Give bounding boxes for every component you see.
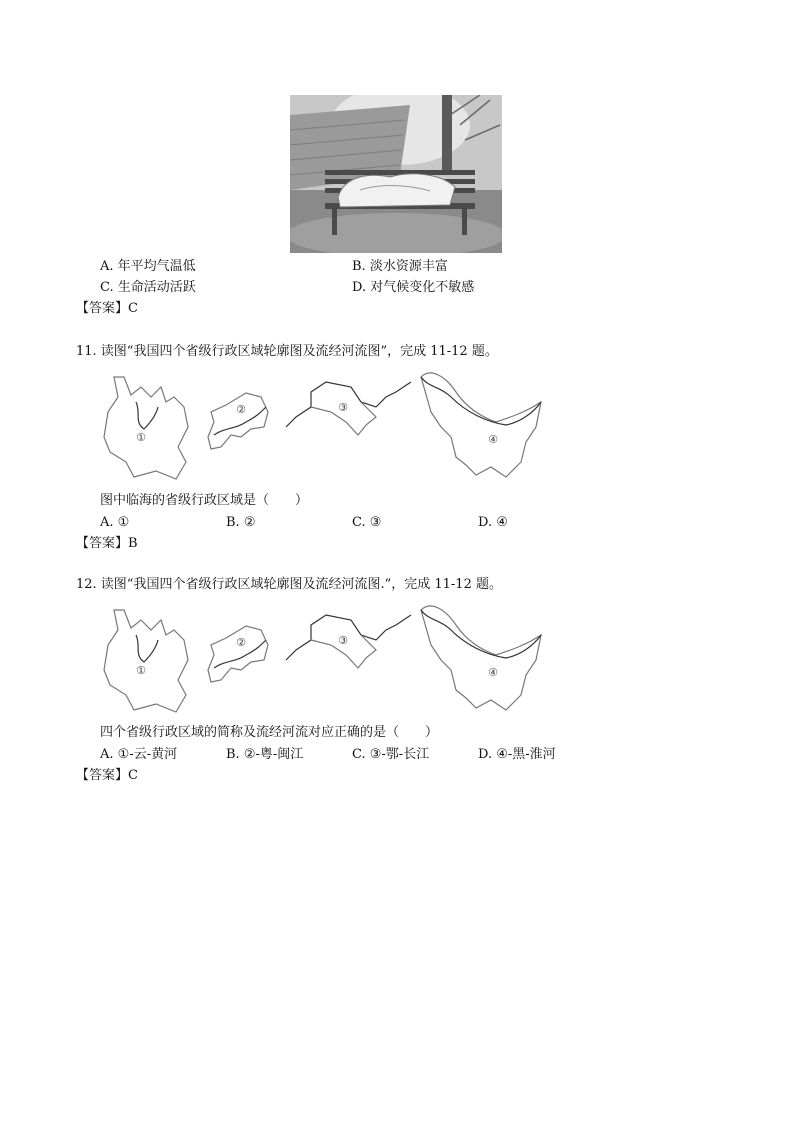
answer: 【答案】C	[76, 768, 138, 783]
map-label-1: ①	[136, 431, 146, 444]
question-stem: 11. 读图“我国四个省级行政区域轮廓图及流经河流图”，完成 11-12 题。	[76, 344, 498, 359]
map-label-2: ②	[236, 636, 246, 649]
option-d: D. ④-黑-淮河	[478, 747, 556, 762]
option-c: C. 生命活动活跃	[100, 280, 196, 295]
option-b: B. 淡水资源丰富	[352, 259, 448, 274]
option-d: D. 对气候变化不敏感	[352, 280, 475, 295]
answer: 【答案】C	[76, 301, 138, 316]
option-c: C. ③	[352, 515, 382, 530]
option-a: A. ①	[100, 515, 130, 530]
option-b: B. ②-粤-闽江	[226, 747, 304, 762]
question-text: 图中临海的省级行政区域是（ ）	[100, 493, 309, 508]
bench-photo	[290, 95, 502, 253]
map-label-3: ③	[338, 634, 348, 647]
map-label-1: ①	[136, 664, 146, 677]
province-outline-maps	[96, 600, 546, 718]
option-a: A. 年平均气温低	[100, 259, 196, 274]
map-label-2: ②	[236, 403, 246, 416]
map-label-4: ④	[488, 666, 498, 679]
option-c: C. ③-鄂-长江	[352, 747, 430, 762]
question-stem: 12. 读图“我国四个省级行政区域轮廓图及流经河流图.”，完成 11-12 题。	[76, 577, 502, 592]
option-a: A. ①-云-黄河	[100, 747, 178, 762]
map-label-4: ④	[488, 433, 498, 446]
province-outline-maps	[96, 367, 546, 485]
map-label-3: ③	[338, 401, 348, 414]
option-b: B. ②	[226, 515, 256, 530]
question-text: 四个省级行政区域的简称及流经河流对应正确的是（ ）	[100, 725, 439, 740]
option-d: D. ④	[478, 515, 508, 530]
answer: 【答案】B	[76, 536, 138, 551]
